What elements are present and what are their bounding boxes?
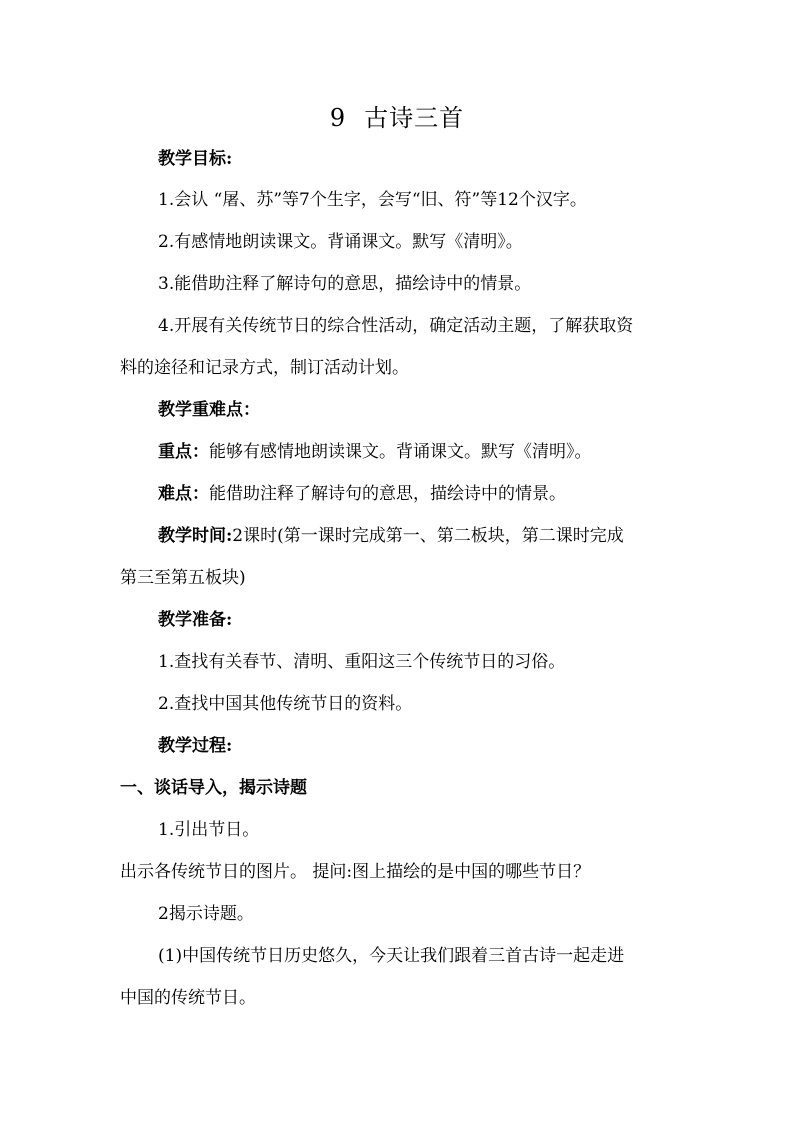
key-point-text: 能够有感情地朗读课文。背诵课文。默写《清明》。 bbox=[209, 442, 592, 462]
key-points-heading: 教学重难点： bbox=[158, 400, 260, 420]
goal-item-1: 1.会认 “屠、苏”等7个生字，会写“旧、符”等12个汉字。 bbox=[158, 190, 587, 210]
goal-item-4-line-1: 4.开展有关传统节日的综合性活动，确定活动主题，了解获取资 bbox=[158, 316, 634, 336]
step-1-heading: 1.引出节日。 bbox=[158, 820, 260, 840]
step-1-text: 出示各传统节日的图片。 提问:图上描绘的是中国的哪些节日？ bbox=[120, 862, 591, 882]
process-heading: 教学过程: bbox=[158, 736, 233, 756]
goal-item-3: 3.能借助注释了解诗句的意思，描绘诗中的情景。 bbox=[158, 274, 532, 294]
goal-item-2: 2.有感情地朗读课文。背诵课文。默写《清明》。 bbox=[158, 232, 523, 252]
key-point-line bbox=[158, 440, 718, 464]
teaching-time-label: 教学时间: bbox=[158, 526, 233, 546]
goals-heading: 教学目标: bbox=[158, 149, 233, 169]
page-title bbox=[0, 100, 794, 136]
key-point-label: 重点： bbox=[158, 442, 209, 462]
difficult-point-text: 能借助注释了解诗句的意思，描绘诗中的情景。 bbox=[209, 484, 566, 504]
difficult-point-line bbox=[158, 482, 718, 506]
step-2-heading: 2揭示诗题。 bbox=[158, 904, 254, 924]
step-2-sub-line-1: (1)中国传统节日历史悠久，今天让我们跟着三首古诗一起走进 bbox=[158, 946, 625, 966]
preparation-item-1: 1.查找有关春节、清明、重阳这三个传统节日的习俗。 bbox=[158, 652, 566, 672]
preparation-item-2: 2.查找中国其他传统节日的资料。 bbox=[158, 694, 413, 714]
teaching-time-text: 2课时(第一课时完成第一、第二板块，第二课时完成 bbox=[232, 526, 624, 546]
teaching-time-line-2: 第三至第五板块) bbox=[120, 568, 246, 588]
lesson-title: 古诗三首 bbox=[364, 104, 465, 132]
difficult-point-label: 难点： bbox=[158, 484, 209, 504]
goal-item-4-line-2: 料的途径和记录方式，制订活动计划。 bbox=[120, 358, 409, 378]
step-2-sub-line-2: 中国的传统节日。 bbox=[120, 988, 256, 1008]
preparation-heading: 教学准备: bbox=[158, 610, 233, 630]
part-one-heading: 一、谈话导入，揭示诗题 bbox=[120, 778, 307, 798]
teaching-time-line-1 bbox=[158, 524, 718, 548]
lesson-number: 9 bbox=[329, 104, 347, 132]
